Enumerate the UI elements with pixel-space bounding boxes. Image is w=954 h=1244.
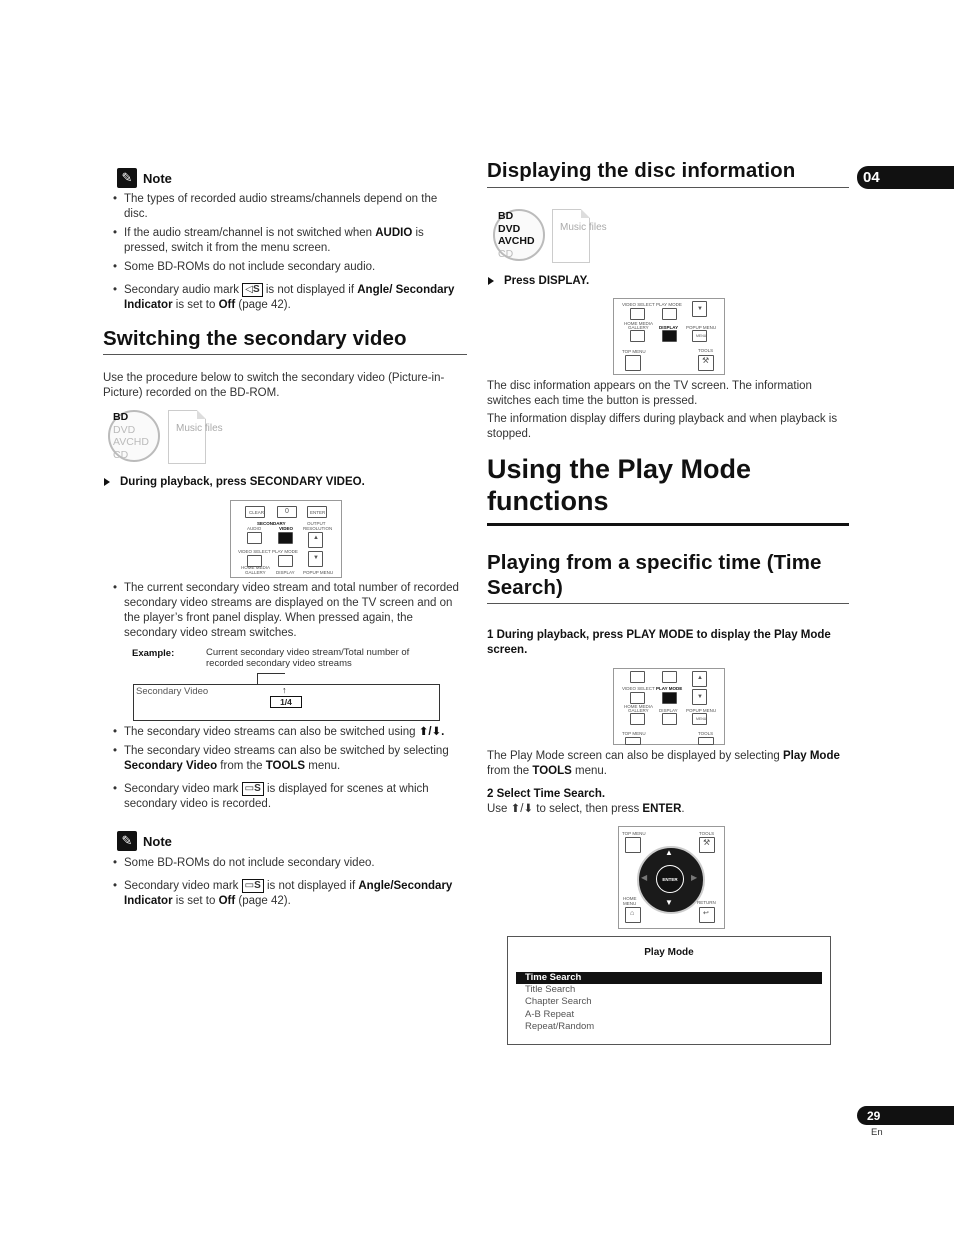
note-pencil-icon: ✎	[117, 831, 137, 851]
note-title: Note	[143, 833, 172, 849]
screen-title: Play Mode	[644, 947, 694, 958]
enter-button	[656, 865, 684, 893]
remote-label: GALLERY	[245, 570, 266, 575]
note-heading	[117, 168, 172, 188]
text: from the	[487, 765, 533, 777]
display-button	[662, 330, 677, 342]
step-hint	[487, 802, 685, 817]
section-heading: Switching the secondary video	[103, 327, 407, 350]
menu-item[interactable]: Title Search	[525, 984, 576, 995]
note-text: is not displayed if	[266, 880, 359, 893]
remote-label: OUTPUT	[307, 521, 326, 526]
menu-item[interactable]: Repeat/Random	[525, 1020, 595, 1032]
remote-label: CLEAR	[249, 510, 265, 515]
step-text: Press DISPLAY.	[504, 275, 590, 287]
disc-types	[498, 210, 535, 260]
list-item	[104, 856, 466, 871]
note-text: The types of recorded audio streams/channels depend on the disc.	[124, 193, 438, 220]
tv-screen-example	[133, 684, 440, 721]
list-item	[104, 581, 466, 641]
up-button	[692, 671, 707, 687]
display-button	[662, 713, 677, 725]
note-heading	[117, 831, 172, 851]
list-item	[104, 725, 466, 740]
home-menu-button	[625, 907, 641, 923]
disc-dvd: DVD	[498, 222, 521, 235]
note-title: Note	[143, 170, 172, 186]
mark-letter: S	[254, 783, 261, 794]
bullet-text: The current secondary video stream and total number of recorded secondary video streams are displayed on the TV screen and on the player’s front panel display. When pressed again, the secondary video stream switches.	[124, 582, 459, 639]
remote-navigation-illustration	[618, 826, 725, 929]
text: .	[681, 803, 685, 815]
note-pencil-icon: ✎	[117, 168, 137, 188]
secvideo-list-2	[104, 725, 466, 816]
note-text: If the audio stream/channel is not switched when	[124, 227, 376, 239]
up-arrow-icon: ▲	[665, 848, 673, 857]
note-text: Some BD-ROMs do not include secondary audio.	[124, 261, 376, 273]
remote-label: DISPLAY	[659, 708, 678, 713]
top-menu-button	[625, 837, 641, 853]
secvideo-list	[104, 581, 466, 645]
remote-label: ▲	[697, 675, 703, 681]
gallery-button	[630, 713, 645, 725]
paragraph: The information display differs during playback and when playback is stopped.	[487, 413, 838, 440]
list-item	[104, 283, 464, 313]
remote-label: ▼	[313, 555, 319, 561]
mark-letter: S	[254, 880, 261, 891]
note-text: (page 42).	[235, 299, 291, 312]
list-item	[104, 226, 464, 256]
thick-divider	[487, 523, 849, 526]
bullet-text: menu.	[305, 760, 341, 772]
note-bold: Angle/ Secondary Indicator	[124, 284, 455, 312]
list-item	[104, 879, 466, 909]
return-button	[699, 907, 715, 923]
section-heading: Displaying the disc information	[487, 159, 796, 182]
wrench-icon: ⚒	[702, 356, 710, 365]
music-file-icon	[168, 410, 206, 464]
disc-avchd: AVCHD	[498, 235, 535, 247]
section-intro: Use the procedure below to switch the secondary video (Picture-in-Picture) recorded on the BD-ROM.	[103, 372, 445, 399]
disc-cd: CD	[113, 448, 129, 461]
remote-label: PLAY MODE	[656, 302, 682, 307]
zero-button	[277, 506, 297, 518]
remote-label: POPUP MENU	[686, 708, 717, 713]
text: menu.	[571, 765, 607, 777]
remote-label: GALLERY	[628, 325, 649, 330]
secondary-video-mark-icon: ▭S	[242, 879, 264, 893]
remote-label: HOME MEDIA	[241, 565, 271, 570]
remote-label: ▼	[697, 306, 703, 312]
home-icon: ⌂	[630, 910, 635, 917]
audio-button	[247, 532, 262, 544]
remote-illustration	[613, 668, 725, 745]
note-text: Secondary audio mark	[124, 284, 240, 297]
remote-label: HOME MENU	[623, 896, 637, 906]
disc-types	[113, 411, 149, 461]
remote-label: VIDEO SELECT	[238, 549, 271, 554]
bold-text: TOOLS	[532, 765, 572, 777]
note1-list	[104, 192, 464, 317]
bullet-bold: Secondary Video	[124, 760, 218, 772]
right-arrow-icon: ▶	[691, 873, 698, 882]
remote-label: DISPLAY	[659, 325, 679, 330]
step-text: During playback, press SECONDARY VIDEO.	[120, 476, 365, 488]
down-button	[692, 689, 707, 705]
remote-label: VIDEO SELECT	[622, 686, 655, 691]
step-arrow-icon	[104, 478, 110, 486]
remote-illustration	[230, 500, 342, 578]
enter-button	[307, 506, 327, 518]
arrow-keys: ⬆/⬇.	[418, 726, 445, 738]
wrench-icon: ⚒	[703, 838, 711, 847]
top-menu-button	[625, 355, 641, 371]
remote-label: TOOLS	[698, 731, 714, 736]
popup-menu-button	[692, 713, 707, 725]
note-bold: Off	[218, 299, 236, 312]
remote-label: PLAY MODE	[656, 686, 683, 691]
tools-button	[698, 355, 714, 371]
page-number-tab	[857, 1106, 954, 1125]
bold-text: ENTER	[642, 803, 682, 815]
chapter-tab	[857, 166, 954, 189]
remote-label: TOP MENU	[622, 731, 646, 736]
play-mode-screen	[507, 936, 831, 1045]
text: Use ⬆/⬇ to select, then press	[487, 803, 643, 815]
list-item	[104, 782, 466, 812]
bold-text: Play Mode	[782, 750, 840, 762]
disc-cd: CD	[498, 247, 514, 260]
down-arrow-icon: ▼	[665, 898, 673, 907]
remote-label: HOME MEDIA	[624, 704, 654, 709]
note-text: Secondary video mark	[124, 880, 239, 893]
divider	[487, 603, 849, 604]
tools-button	[698, 737, 714, 745]
remote-label: GALLERY	[628, 708, 649, 713]
video-select-button	[630, 308, 645, 320]
list-item	[104, 192, 464, 222]
disc-bd: BD	[113, 411, 129, 423]
disc-bd: BD	[498, 210, 514, 222]
remote-label: DISPLAY	[276, 570, 295, 575]
step-arrow-icon	[488, 277, 494, 285]
remote-label: PLAY MODE	[272, 549, 298, 554]
text: The Play Mode screen can also be displayed by selecting	[487, 750, 783, 762]
play-mode-button	[662, 308, 677, 320]
popup-menu-button	[692, 330, 707, 342]
clear-button	[245, 506, 265, 518]
remote-label: MENU	[696, 717, 707, 721]
remote-label: TOOLS	[699, 831, 715, 836]
remote-label: ▼	[697, 694, 703, 700]
note-bold: AUDIO	[375, 227, 413, 239]
list-item	[104, 260, 464, 275]
remote-label: SECONDARY	[257, 521, 286, 526]
down-button	[692, 301, 707, 317]
chapter-heading: Using the Play Mode functions	[487, 454, 752, 516]
step-instruction: 1 During playback, press PLAY MODE to display the Play Mode screen.	[487, 629, 831, 656]
remote-label: 0	[285, 508, 289, 515]
bullet-text: Secondary video mark	[124, 783, 239, 796]
section-heading: Playing from a specific time (Time Search)	[487, 551, 822, 599]
remote-label: POPUP MENU	[303, 570, 334, 575]
note-text: is set to	[172, 895, 219, 908]
secondary-video-mark-icon: ▭S	[242, 782, 264, 796]
music-file-icon	[552, 209, 590, 263]
disc-dvd: DVD	[113, 423, 136, 436]
menu-item[interactable]: A-B Repeat	[525, 1008, 575, 1020]
tools-button	[699, 837, 715, 853]
play-mode-button	[278, 555, 293, 567]
note-text: is pressed, switch it from the menu screen.	[124, 227, 424, 254]
up-button	[308, 532, 323, 548]
remote-label: RETURN	[697, 900, 716, 905]
example-label: Example:	[132, 648, 175, 659]
step-instruction	[488, 274, 589, 289]
bullet-text: is displayed for scenes at which secondary video is recorded.	[124, 783, 429, 811]
up-arrow-icon: ↑	[282, 685, 287, 695]
remote-label: MENU	[696, 334, 707, 338]
bullet-text: The secondary video streams can also be switched using	[124, 726, 419, 738]
play-mode-button	[662, 692, 677, 704]
return-icon: ↩	[703, 910, 709, 917]
remote-label: TOP MENU	[622, 349, 646, 354]
divider	[487, 187, 849, 188]
menu-item-label: Time Search	[525, 972, 582, 983]
left-arrow-icon: ◀	[641, 873, 648, 882]
remote-label: TOP MENU	[622, 831, 646, 836]
remote-label: HOME MEDIA	[624, 321, 654, 326]
menu-item-selected[interactable]	[516, 972, 822, 984]
page-number: 29	[867, 1108, 881, 1123]
example-description: Current secondary video stream/Total number of recorded secondary video streams	[206, 647, 410, 669]
secondary-audio-mark-icon: ◁S	[242, 283, 262, 297]
gallery-button	[630, 330, 645, 342]
note-text: Some BD-ROMs do not include secondary video.	[124, 857, 375, 869]
note-text: is not displayed if	[262, 284, 358, 297]
note-text: (page 42).	[235, 895, 291, 908]
note-bold: Angle/Secondary Indicator	[124, 880, 453, 908]
music-files-label: Music files	[560, 222, 607, 233]
remote-label: VIDEO SELECT	[622, 302, 655, 307]
menu-item[interactable]: Chapter Search	[525, 996, 592, 1008]
remote-label: ENTER	[310, 510, 326, 515]
down-button	[308, 551, 323, 567]
video-select-button	[630, 692, 645, 704]
note2-list	[104, 856, 466, 913]
bullet-text: The secondary video streams can also be switched by selecting	[124, 745, 449, 757]
audio-button	[630, 671, 645, 683]
remote-label: VIDEO	[279, 526, 294, 531]
screen-label: Secondary Video	[136, 686, 209, 697]
secondary-video-button	[278, 532, 293, 544]
note-text: is set to	[172, 299, 219, 312]
remote-illustration	[613, 298, 725, 375]
remote-label: TOOLS	[698, 348, 714, 353]
list-item	[104, 744, 466, 774]
note-bold: Off	[218, 895, 236, 908]
step-instruction	[104, 475, 365, 490]
disc-avchd: AVCHD	[113, 436, 149, 448]
remote-label: ENTER	[662, 876, 678, 882]
step-instruction: 2 Select Time Search.	[487, 788, 606, 800]
stream-counter: 1/4	[270, 696, 302, 708]
page-language: En	[871, 1127, 883, 1138]
callout-line	[257, 673, 285, 674]
remote-label: ▲	[313, 535, 319, 541]
menu-list	[525, 984, 594, 1033]
bullet-bold: TOOLS	[265, 760, 306, 772]
divider	[103, 354, 467, 355]
remote-label: AUDIO	[247, 526, 262, 531]
chapter-number: 04	[863, 169, 880, 186]
video-button	[662, 671, 677, 683]
music-files-label: Music files	[176, 423, 223, 434]
bullet-text: from the	[217, 760, 266, 772]
remote-label: POPUP MENU	[686, 325, 717, 330]
paragraph: The disc information appears on the TV screen. The information switches each time the button is pressed.	[487, 380, 812, 407]
top-menu-button	[625, 737, 641, 745]
paragraph	[487, 749, 852, 779]
remote-label: RESOLUTION	[303, 526, 333, 531]
